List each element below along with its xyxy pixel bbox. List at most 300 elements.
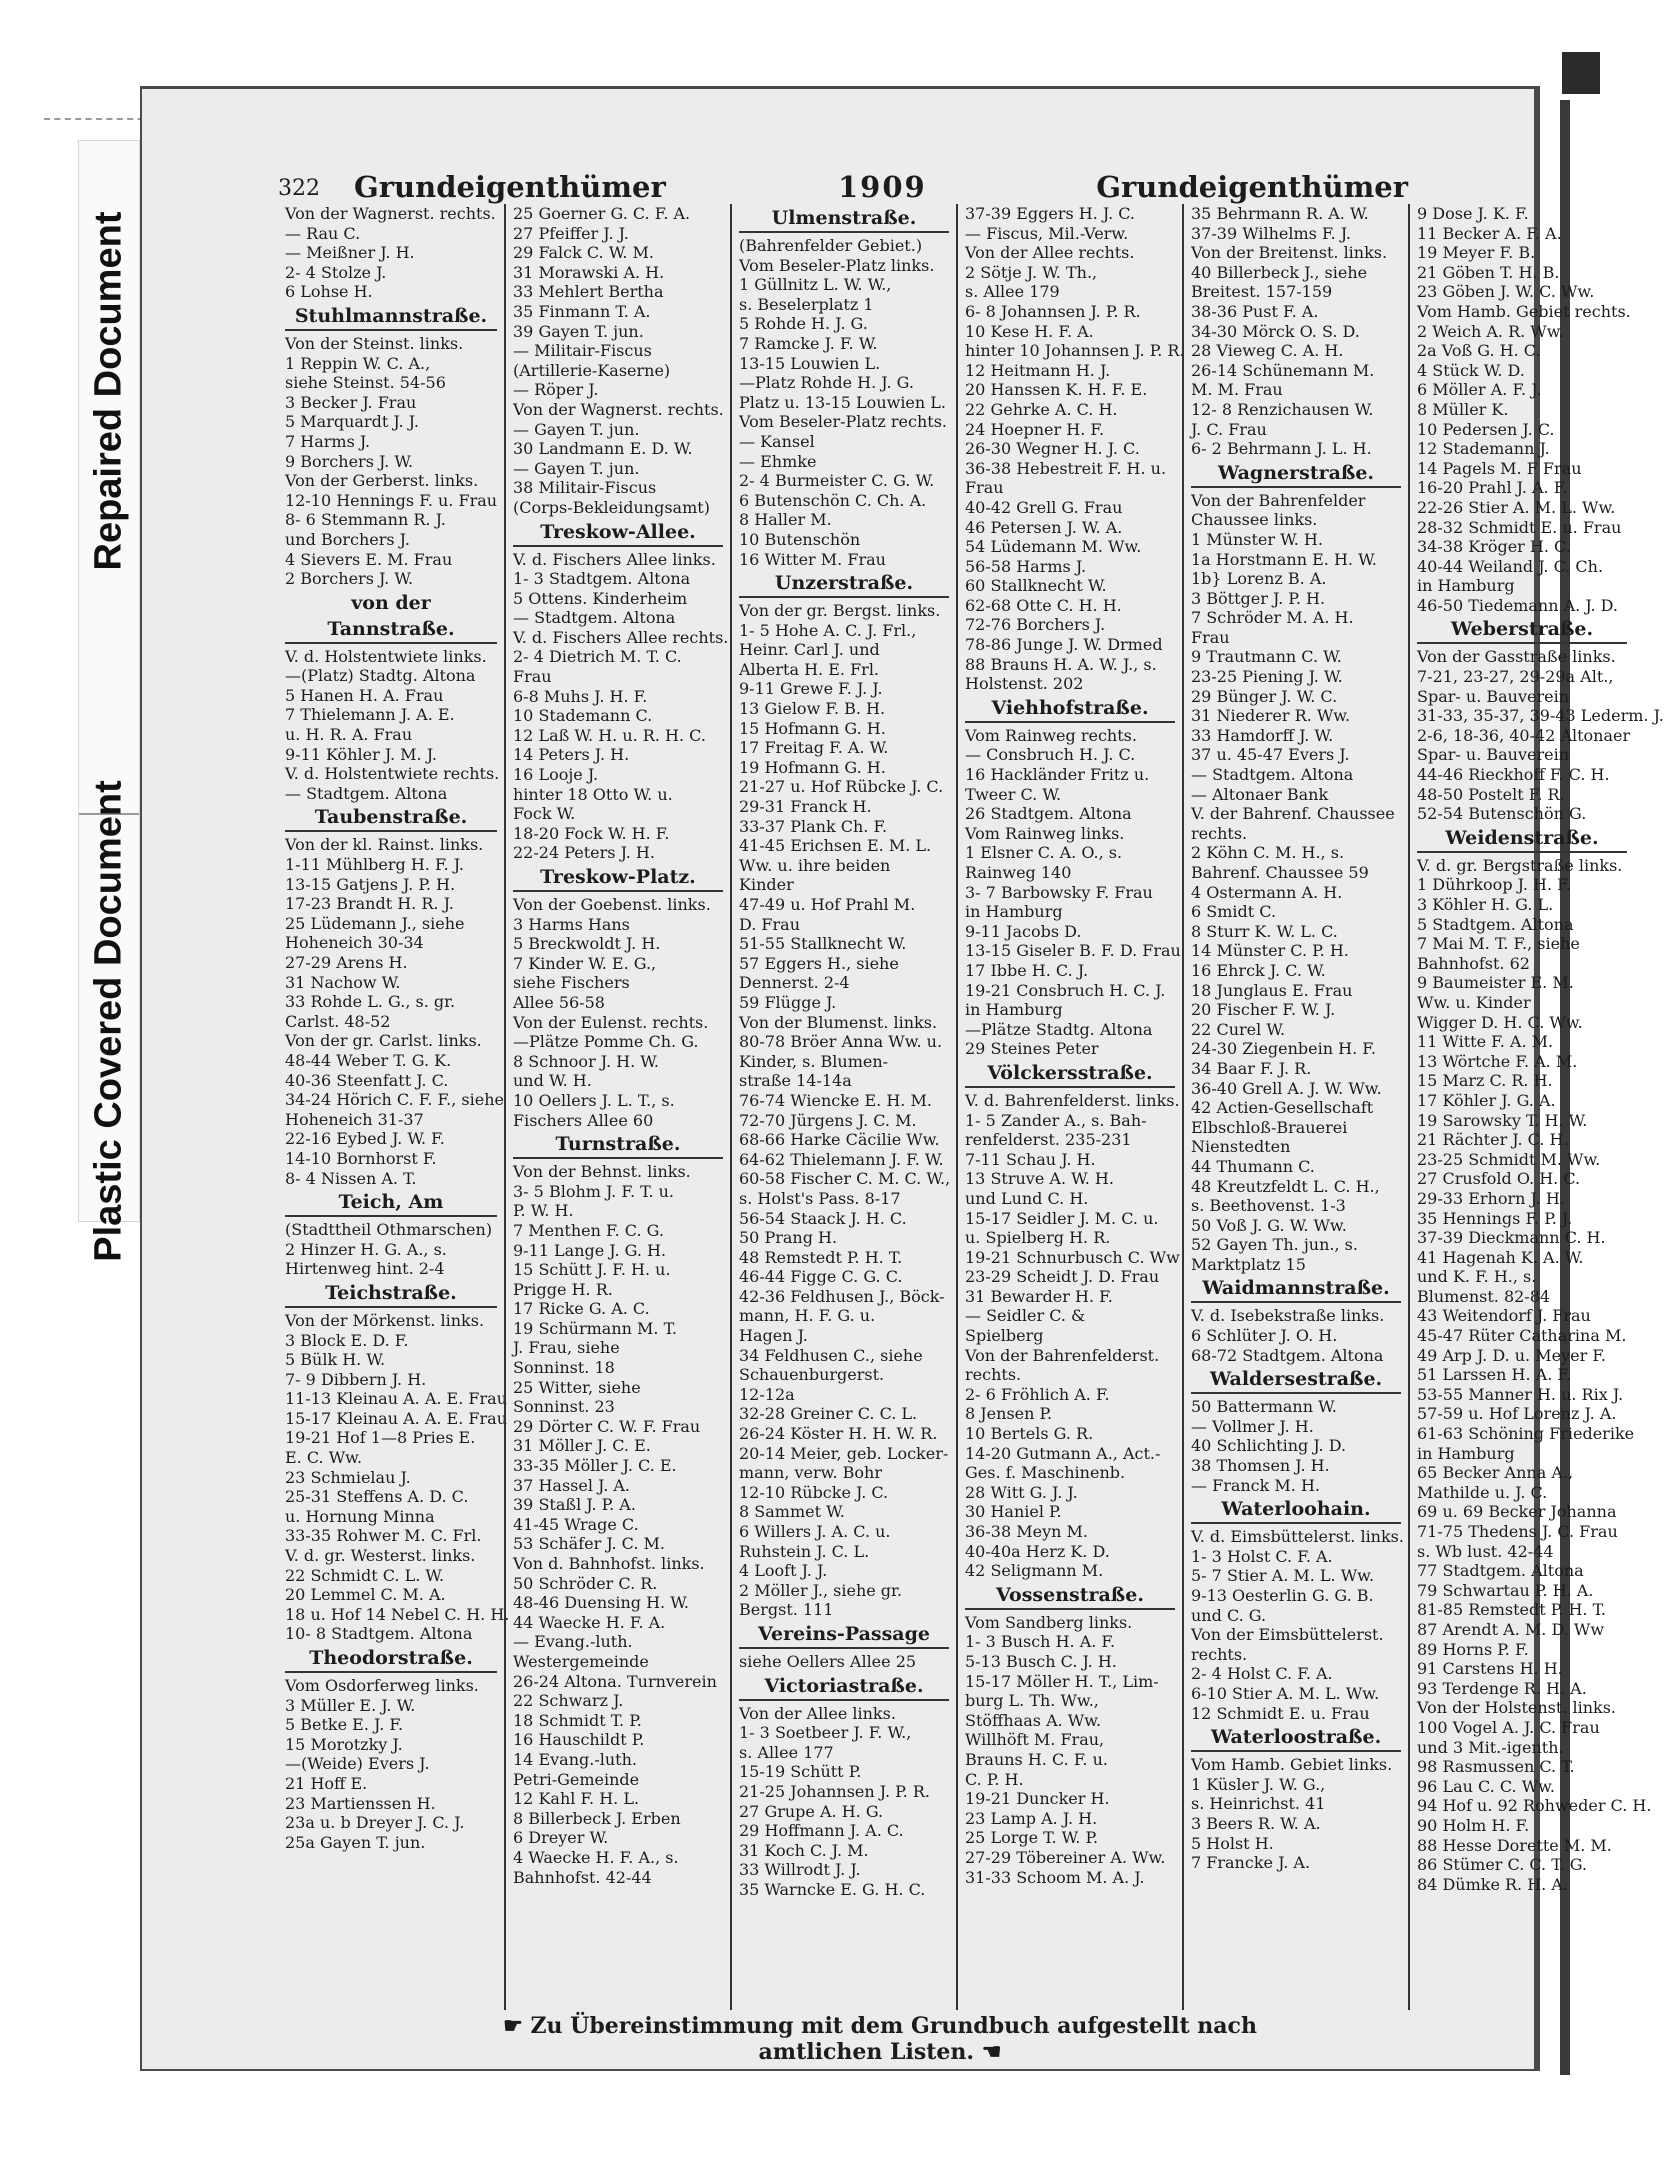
entry-line: 41-45 Wrage C. [513,1514,639,1534]
entry-line: 35 Finmann T. A. [513,301,651,321]
entry-line: 1-11 Mühlberg H. F. J. [285,855,464,875]
entry-line: 34-24 Hörich C. F. F., siehe [285,1090,504,1110]
street-heading: Waterloostraße. [1191,1724,1401,1752]
entry-line: 39 Staßl J. P. A. [513,1495,636,1515]
entry-line: renfelderst. 235-231 [965,1130,1132,1150]
entry-line: —(Weide) Evers J. [285,1754,430,1774]
entry-line: — Meißner J. H. [285,243,415,263]
entry-line: —Plätze Stadtg. Altona [965,1019,1153,1039]
entry-line: 26-30 Wegner H. J. C. [965,439,1140,459]
entry-line: 29 Bünger J. W. C. [1191,686,1338,706]
directory-column-5 [1182,204,1408,2010]
entry-line: Von der Breitenst. links. [1191,243,1388,263]
entry-line: Von der Allee links. [739,1703,896,1723]
entry-line: rechts. [1191,1644,1248,1664]
entry-line: Carlst. 48-52 [285,1011,391,1031]
entry-line: 17 Freitag F. A. W. [739,738,889,758]
entry-line: 10 Butenschön [739,529,861,549]
entry-line: — Stadtgem. Altona [513,608,676,628]
entry-line: 4 Sievers E. M. Frau [285,549,453,569]
entry-line: hinter 18 Otto W. u. [513,784,673,804]
entry-line: Ruhstein J. C. L. [739,1541,870,1561]
entry-line: 16 Ehrck J. C. W. [1191,960,1326,980]
entry-line: 7 Mai M. T. F., siehe [1417,934,1580,954]
entry-line: 12 Kahl F. H. L. [513,1789,640,1809]
entry-line: —Plätze Pomme Ch. G. [513,1032,699,1052]
entry-line: 42 Seligmann M. [965,1561,1104,1581]
street-heading: Ulmenstraße. [739,205,949,233]
entry-line: 8 Sturr K. W. L. C. [1191,921,1338,941]
entry-line: 15 Schütt J. F. H. u. [513,1260,671,1280]
entry-line: 1- 3 Stadtgem. Altona [513,569,691,589]
entry-line: Spar- u. Bauverein [1417,745,1570,765]
entry-line: Petri-Gemeinde [513,1769,640,1789]
entry-line: 3 Harms Hans [513,914,630,934]
entry-line: Sonninst. 18 [513,1358,615,1378]
entry-line: 80-78 Bröer Anna Ww. u. [739,1032,943,1052]
entry-line: 6- 8 Johannsen J. P. R. [965,301,1141,321]
entry-line: 2- 4 Burmeister C. G. W. [739,471,935,491]
entry-line: 2 Weich A. R. Ww. [1417,321,1564,341]
entry-line: 90 Holm H. F. [1417,1815,1530,1835]
entry-line: 15-17 Seidler J. M. C. u. [965,1208,1159,1228]
entry-line: 14 Peters J. H. [513,745,630,765]
entry-line: 21-27 u. Hof Rübcke J. C. [739,777,944,797]
scan-edge-dashes [44,118,154,120]
entry-line: 23 Göben J. W. C. Ww. [1417,282,1595,302]
entry-line: V. d. Fischers Allee links. [513,549,716,569]
street-heading: Treskow-Platz. [513,864,723,892]
entry-line: 68-66 Harke Cäcilie Ww. [739,1130,940,1150]
entry-line: 27-29 Arens H. [285,953,408,972]
entry-line: —Platz Rohde H. J. G. [739,373,914,393]
entry-line: Blumenst. 82-84 [1417,1286,1551,1306]
street-heading: Waidmannstraße. [1191,1275,1401,1303]
entry-line: 81-85 Remstedt P. H. T. [1417,1600,1606,1620]
document-type-tab [78,140,140,1262]
entry-line: 61-63 Schöning Friederike [1417,1424,1635,1444]
entry-line: — Vollmer J. H. [1191,1416,1314,1436]
entry-line: 22 Schmidt C. L. W. [285,1565,445,1585]
entry-line: 30 Landmann E. D. W. [513,439,693,459]
entry-line: Von der Steinst. links. [285,333,464,353]
entry-line: 10 Stademann C. [513,706,653,726]
entry-line: 9 Trautmann C. W. [1191,647,1342,667]
entry-line: Breitest. 157-159 [1191,282,1333,302]
entry-line: 91 Carstens H. H. [1417,1659,1563,1679]
entry-line: Hoheneich 31-37 [285,1109,424,1129]
street-heading: Treskow-Allee. [513,519,723,547]
entry-line: — Seidler C. & [965,1306,1086,1326]
entry-line: 57-59 u. Hof Lorenz J. A. [1417,1404,1617,1424]
entry-line: 15-17 Möller H. T., Lim- [965,1671,1159,1691]
entry-line: Von der Gasstraße links. [1417,647,1616,667]
entry-line: 20 Hanssen K. H. F. E. [965,380,1148,400]
entry-line: 7 Menthen F. C. G. [513,1220,664,1240]
entry-line: burg L. Th. Ww., [965,1691,1099,1711]
street-heading: Wagnerstraße. [1191,460,1401,488]
street-heading: Waterloohain. [1191,1496,1401,1524]
entry-line: 37 u. 45-47 Evers J. [1191,745,1350,765]
entry-line: 7 Kinder W. E. G., [513,953,657,973]
entry-line: — Stadtgem. Altona [1191,765,1354,785]
entry-line: J. Frau, siehe [513,1338,620,1358]
entry-line: 33 Rohde L. G., s. gr. [285,992,456,1012]
entry-line: s. Wb lust. 42-44 [1417,1541,1554,1561]
entry-line: 14 Pagels M. F Frau [1417,458,1582,478]
entry-line: 50 Battermann W. [1191,1397,1337,1417]
street-heading: Teichstraße. [285,1280,497,1308]
entry-line: D. Frau [739,914,801,934]
entry-line: 48-50 Postelt F. R. [1417,784,1565,804]
entry-line: 46-50 Tiedemann A. J. D. [1417,595,1618,615]
plastic-covered-label: Plastic Covered Document [87,780,130,1262]
entry-line: Von der Bahrenfelderst. [965,1345,1160,1365]
entry-line: 6- 2 Behrmann J. L. H. [1191,439,1372,459]
entry-line: 56-54 Staack J. H. C. [739,1208,907,1228]
entry-line: Kinder, s. Blumen- [739,1051,889,1071]
entry-line: Vom Rainweg links. [965,823,1125,843]
entry-line: Bahnhofst. 42-44 [513,1867,652,1887]
entry-line: 5 Marquardt J. J. [285,412,419,432]
entry-line: V. d. gr. Bergstraße links. [1417,855,1623,875]
entry-line: 10- 8 Stadtgem. Altona [285,1624,473,1644]
entry-line: 5 Stadtgem. Altona [1417,914,1574,934]
entry-line: 10 Pedersen J. C. [1417,419,1555,439]
entry-line: 16 Looje J. [513,765,599,785]
entry-line: 1 Münster W. H. [1191,529,1323,549]
entry-line: in Hamburg [1417,1443,1515,1463]
entry-line: 15 Morotzky J. [285,1734,403,1754]
entry-line: Frau [965,478,1004,498]
entry-line: 9-11 Köhler J. M. J. [285,744,437,764]
entry-line: 64-62 Thielemann J. F. W. [739,1149,944,1169]
entry-line: 25 Lorge T. W. P. [965,1828,1099,1848]
directory-column-4 [956,204,1185,2010]
entry-line: 26 Stadtgem. Altona [965,804,1132,824]
entry-line: Allee 56-58 [513,992,605,1012]
entry-line: — Ehmke [739,451,817,471]
footer-hand-left: ☛ [503,2013,531,2039]
entry-line: 12-10 Hennings F. u. Frau [285,490,498,510]
entry-line: Frau [1191,627,1230,647]
entry-line: u. Spielberg H. R. [965,1228,1111,1248]
entry-line: 48-46 Duensing H. W. [513,1593,689,1613]
entry-line: Chaussee links. [1191,510,1318,530]
entry-line: 1 Küsler J. W. G., [1191,1774,1326,1794]
entry-line: 8 Schnoor J. H. W. [513,1051,659,1071]
entry-line: 13-15 Louwien L. [739,353,881,373]
entry-line: 33 Hamdorff J. W. [1191,725,1334,745]
entry-line: 7- 9 Dibbern J. H. [285,1369,427,1389]
entry-line: 28 Witt G. J. J. [965,1482,1078,1502]
entry-line: 10 Bertels G. R. [965,1424,1094,1444]
entry-line: 48-44 Weber T. G. K. [285,1050,452,1070]
entry-line: 4 Ostermann A. H. [1191,882,1343,902]
entry-line: 1a Horstmann E. H. W. [1191,549,1377,569]
entry-line: 31 Möller J. C. E. [513,1436,651,1456]
street-heading: Stuhlmannstraße. [285,303,497,331]
entry-line: 59 Flügge J. [739,992,837,1012]
entry-line: 100 Vogel A. J. C. Frau [1417,1717,1600,1737]
entry-line: 6-10 Stier A. M. L. Ww. [1191,1683,1380,1703]
entry-line: 35 Hennings F. P. J. [1417,1208,1573,1228]
entry-line: Elbschloß-Brauerei [1191,1117,1348,1137]
entry-line: 15-19 Schütt P. [739,1762,862,1782]
entry-line: 4 Stück W. D. [1417,360,1525,380]
entry-line: — Kansel [739,431,815,451]
entry-line: 16 Hauschildt P. [513,1730,645,1750]
entry-line: 22 Curel W. [1191,1019,1286,1039]
entry-line: 3 Block E. D. F. [285,1330,409,1350]
entry-line: 46 Petersen J. W. A. [965,517,1123,537]
entry-line: 2 Möller J., siehe gr. [739,1580,903,1600]
entry-line: 51-55 Stallknecht W. [739,934,907,954]
entry-line: Westergemeinde [513,1651,649,1671]
entry-line: 36-40 Grell A. J. W. Ww. [1191,1078,1382,1098]
entry-line: 31 Morawski A. H. [513,262,665,282]
entry-line: 12 Heitmann H. J. [965,360,1111,380]
entry-line: s. Holst's Pass. 8-17 [739,1188,901,1208]
entry-line: 12 Laß W. H. u. R. H. C. [513,725,706,745]
entry-line: — Gayen T. jun. [513,458,640,478]
entry-line: siehe Fischers [513,973,630,993]
entry-line: 25-31 Steffens A. D. C. [285,1487,469,1507]
entry-line: siehe Oellers Allee 25 [739,1651,917,1671]
entry-line: 27-29 Töbereiner A. Ww. [965,1847,1166,1867]
entry-line: s. Beethovenst. 1-3 [1191,1196,1346,1216]
entry-line: 7-21, 23-27, 29-29a Alt., [1417,667,1614,687]
entry-line: Sonninst. 23 [513,1397,615,1417]
scan-corner-mark [1562,52,1600,94]
header-title-right: Grundeigenthümer [1096,170,1408,204]
entry-line: 10 Kese H. F. A. [965,321,1094,341]
entry-line: J. C. Frau [1191,419,1267,439]
entry-line: 9-11 Jacobs D. [965,921,1082,941]
entry-line: 12- 8 Renzichausen W. [1191,399,1374,419]
entry-line: Von der Blumenst. links. [739,1012,938,1032]
entry-line: (Stadttheil Othmarschen) [285,1220,493,1240]
entry-line: 44 Thumann C. [1191,1156,1315,1176]
entry-line: 12 Stademann J. [1417,439,1550,459]
entry-line: s. Allee 177 [739,1742,834,1762]
entry-line: 8 Billerbeck J. Erben [513,1808,681,1828]
entry-line: Mathilde u. J. C. [1417,1482,1548,1502]
entry-line: 14 Münster C. P. H. [1191,941,1349,961]
entry-line: 2- 4 Dietrich M. T. C. [513,647,682,667]
entry-line: 2 Hinzer H. G. A., s. [285,1239,447,1259]
entry-line: Von der kl. Rainst. links. [285,835,484,855]
entry-line: 20-14 Meier, geb. Locker- [739,1443,949,1463]
entry-line: 19 Sarowsky T. H. W. [1417,1110,1588,1130]
entry-line: 7 Schröder M. A. H. [1191,608,1354,628]
entry-line: 22 Schwarz J. [513,1691,624,1711]
entry-line: 4 Waecke H. F. A., s. [513,1847,679,1867]
entry-line: E. C. Ww. [285,1448,363,1468]
entry-line: 5 Ottens. Kinderheim [513,588,688,608]
entry-line: 6 Lohse H. [285,282,373,302]
entry-line: V. d. Isebekstraße links. [1191,1306,1385,1326]
entry-line: 19 Schürmann M. T. [513,1318,677,1338]
entry-line: 3 Köhler H. G. L. [1417,895,1554,914]
entry-line: 9-13 Oesterlin G. G. B. [1191,1586,1374,1605]
entry-line: 6 Butenschön C. Ch. A. [739,490,927,510]
entry-line: 13-15 Giseler B. F. D. Frau [965,941,1181,961]
entry-line: 68-72 Stadtgem. Altona [1191,1345,1384,1365]
entry-line: Von der Holstenst. links. [1417,1698,1617,1718]
entry-line: 15 Hofmann G. H. [739,718,886,738]
entry-line: 60 Stallknecht W. [965,576,1107,596]
entry-line: 26-14 Schünemann M. [1191,360,1375,380]
entry-line: (Artillerie-Kaserne) [513,360,671,380]
entry-line: siehe Steinst. 54-56 [285,373,446,393]
entry-line: 8 Jensen P. [965,1404,1053,1424]
entry-line: 6 Willers J. A. C. u. [739,1522,891,1541]
street-heading: Unzerstraße. [739,570,949,598]
entry-line: 84 Dümke R. H. A. [1417,1874,1568,1894]
entry-line: Hagen J. [739,1326,808,1346]
entry-line: u. H. R. A. Frau [285,725,413,745]
entry-line: 8- 6 Stemmann R. J. [285,510,446,530]
header-year: 1909 [838,170,927,204]
entry-line: 1- 5 Hohe A. C. J. Frl., [739,620,917,640]
entry-line: — Gayen T. jun. [513,419,640,439]
entry-line: 76-74 Wiencke E. H. M. [739,1090,932,1110]
entry-line: 7 Ramcke J. F. W. [739,333,878,353]
entry-line: 57 Eggers H., siehe [739,953,899,973]
entry-line: 89 Horns P. F. [1417,1639,1529,1659]
entry-line: Hirtenweg hint. 2-4 [285,1259,445,1279]
entry-line: 37-39 Dieckmann C. H. [1417,1228,1606,1248]
entry-line: 20 Fischer F. W. J. [1191,1000,1336,1020]
entry-line: s. Heinrichst. 41 [1191,1794,1326,1814]
entry-line: 69 u. 69 Becker Johanna [1417,1502,1617,1522]
entry-line: 8 Müller K. [1417,399,1509,419]
entry-line: und K. F. H., s. [1417,1267,1537,1287]
entry-line: 77 Stadtgem. Altona [1417,1561,1584,1581]
entry-line: 18 Junglaus E. Frau [1191,980,1353,1000]
entry-line: 45-47 Rüter Catharina M. [1417,1326,1627,1346]
entry-line: 31 Koch C. J. M. [739,1840,869,1860]
entry-line: 86 Stümer C. C. T. G. [1417,1855,1587,1875]
entry-line: — Altonaer Bank [1191,784,1329,804]
entry-line: 22-24 Peters J. H. [513,843,655,863]
entry-line: 31 Niederer R. Ww. [1191,706,1351,726]
entry-line: 23-29 Scheidt J. D. Frau [965,1267,1160,1287]
entry-line: 9-11 Grewe F. J. J. [739,679,883,699]
entry-line: — Militair-Fiscus [513,341,652,361]
entry-line: V. d. Fischers Allee rechts. [513,627,729,647]
entry-line: 19-21 Consbruch H. C. J. [965,980,1166,1000]
entry-line: 5 Hanen H. A. Frau [285,685,444,705]
entry-line: hinter 10 Johannsen J. P. R. [965,341,1185,361]
entry-line: in Hamburg [965,902,1063,922]
entry-line: 38 Militair-Fiscus [513,478,657,498]
entry-line: 29 Falck C. W. M. [513,243,654,263]
entry-line: 21 Rächter J. C. H. [1417,1130,1569,1150]
entry-line: in Hamburg [965,1000,1063,1020]
entry-line: 30 Haniel P. [965,1502,1062,1522]
entry-line: 23a u. b Dreyer J. C. J. [285,1813,465,1833]
entry-line: 5 Breckwoldt J. H. [513,934,661,954]
entry-line: 36-38 Hebestreit F. H. u. [965,458,1167,478]
entry-line: Vom Hamb. Gebiet rechts. [1417,301,1631,321]
entry-line: 44-46 Rieckhoff F. C. H. [1417,765,1610,785]
entry-line: Brauns H. C. F. u. [965,1749,1108,1769]
entry-line: 51 Larssen H. A. F. [1417,1365,1572,1385]
entry-line: 31 Nachow W. [285,972,401,992]
directory-column-1 [278,204,510,2010]
entry-line: 13-15 Gatjens J. P. H. [285,874,456,894]
entry-line: 52 Gayen Th. jun., s. [1191,1235,1358,1255]
entry-line: 60-58 Fischer C. M. C. W., [739,1169,951,1189]
entry-line: mann, verw. Bohr [739,1463,882,1483]
directory-column-2 [504,204,730,2010]
entry-line: 34-38 Kröger H. C. [1417,537,1571,557]
entry-line: 42 Actien-Gesellschaft [1191,1098,1374,1118]
entry-line: 33-35 Rohwer M. C. Frl. [285,1526,482,1546]
entry-line: 31 Bewarder H. F. [965,1286,1113,1306]
entry-line: Von der Eimsbüttelerst. [1191,1625,1384,1645]
entry-line: — Franck M. H. [1191,1475,1321,1495]
entry-line: 32-28 Greiner C. C. L. [739,1404,918,1424]
entry-line: straße 14-14a [739,1071,852,1091]
entry-line: 21 Hoff E. [285,1773,368,1793]
entry-line: —(Platz) Stadtg. Altona [285,666,476,686]
entry-line: 53 Schäfer J. C. M. [513,1534,665,1554]
entry-line: 17 Ibbe H. C. J. [965,960,1089,980]
entry-line: 9 Borchers J. W. [285,451,414,471]
street-heading: Victoriastraße. [739,1673,949,1701]
entry-line: 9 Dose J. K. F. [1417,204,1529,223]
entry-line: 16-20 Prahl J. A. F. [1417,478,1568,498]
entry-line: 34 Feldhusen C., siehe [739,1345,923,1365]
entry-line: Vom Hamb. Gebiet links. [1191,1755,1393,1775]
entry-line: (Bahrenfelder Gebiet.) [739,236,923,255]
entry-line: 19-21 Duncker H. [965,1789,1110,1809]
entry-line: 8 Haller M. [739,510,832,530]
entry-line: Vom Rainweg rechts. [965,725,1137,745]
entry-line: 1- 3 Soetbeer J. F. W., [739,1723,912,1743]
entry-line: V. der Bahrenf. Chaussee [1191,804,1395,824]
entry-line: Von d. Bahnhofst. links. [513,1554,705,1573]
entry-line: Willhöft M. Frau, [965,1730,1105,1750]
entry-line: 29 Steines Peter [965,1039,1099,1059]
entry-line: 5 Betke E. J. F. [285,1715,404,1735]
entry-line: Tweer C. W. [965,784,1062,804]
entry-line: 6 Smidt C. [1191,902,1277,922]
entry-line: 6 Dreyer W. [513,1828,609,1848]
entry-line: 25 Lüdemann J., siehe [285,913,465,933]
entry-line: 93 Terdenge R. H. A. [1417,1678,1587,1698]
entry-line: 23 Lamp A. J. H. [965,1808,1098,1828]
entry-line: 14-10 Bornhorst F. [285,1148,437,1168]
street-heading: Weberstraße. [1417,616,1627,644]
entry-line: 62-68 Otte C. H. H. [965,595,1122,615]
entry-line: 13 Gielow F. B. H. [739,699,886,719]
entry-line: 2 Sötje J. W. Th., [965,262,1098,282]
entry-line: 48 Kreutzfeldt L. C. H., [1191,1176,1380,1196]
entry-line: 11-13 Kleinau A. A. E. Frau [285,1389,507,1409]
entry-line: 2- 4 Holst C. F. A. [1191,1664,1333,1684]
entry-line: rechts. [1191,823,1248,843]
entry-line: 13 Struve A. W. H. [965,1169,1114,1189]
directory-column-6 [1408,204,1664,2010]
entry-line: 96 Lau C. C. Ww. [1417,1776,1556,1796]
entry-line: Bahrenf. Chaussee 59 [1191,863,1369,882]
entry-line: 23 Martienssen H. [285,1793,436,1813]
entry-line: 17 Köhler J. G. A. [1417,1090,1556,1110]
